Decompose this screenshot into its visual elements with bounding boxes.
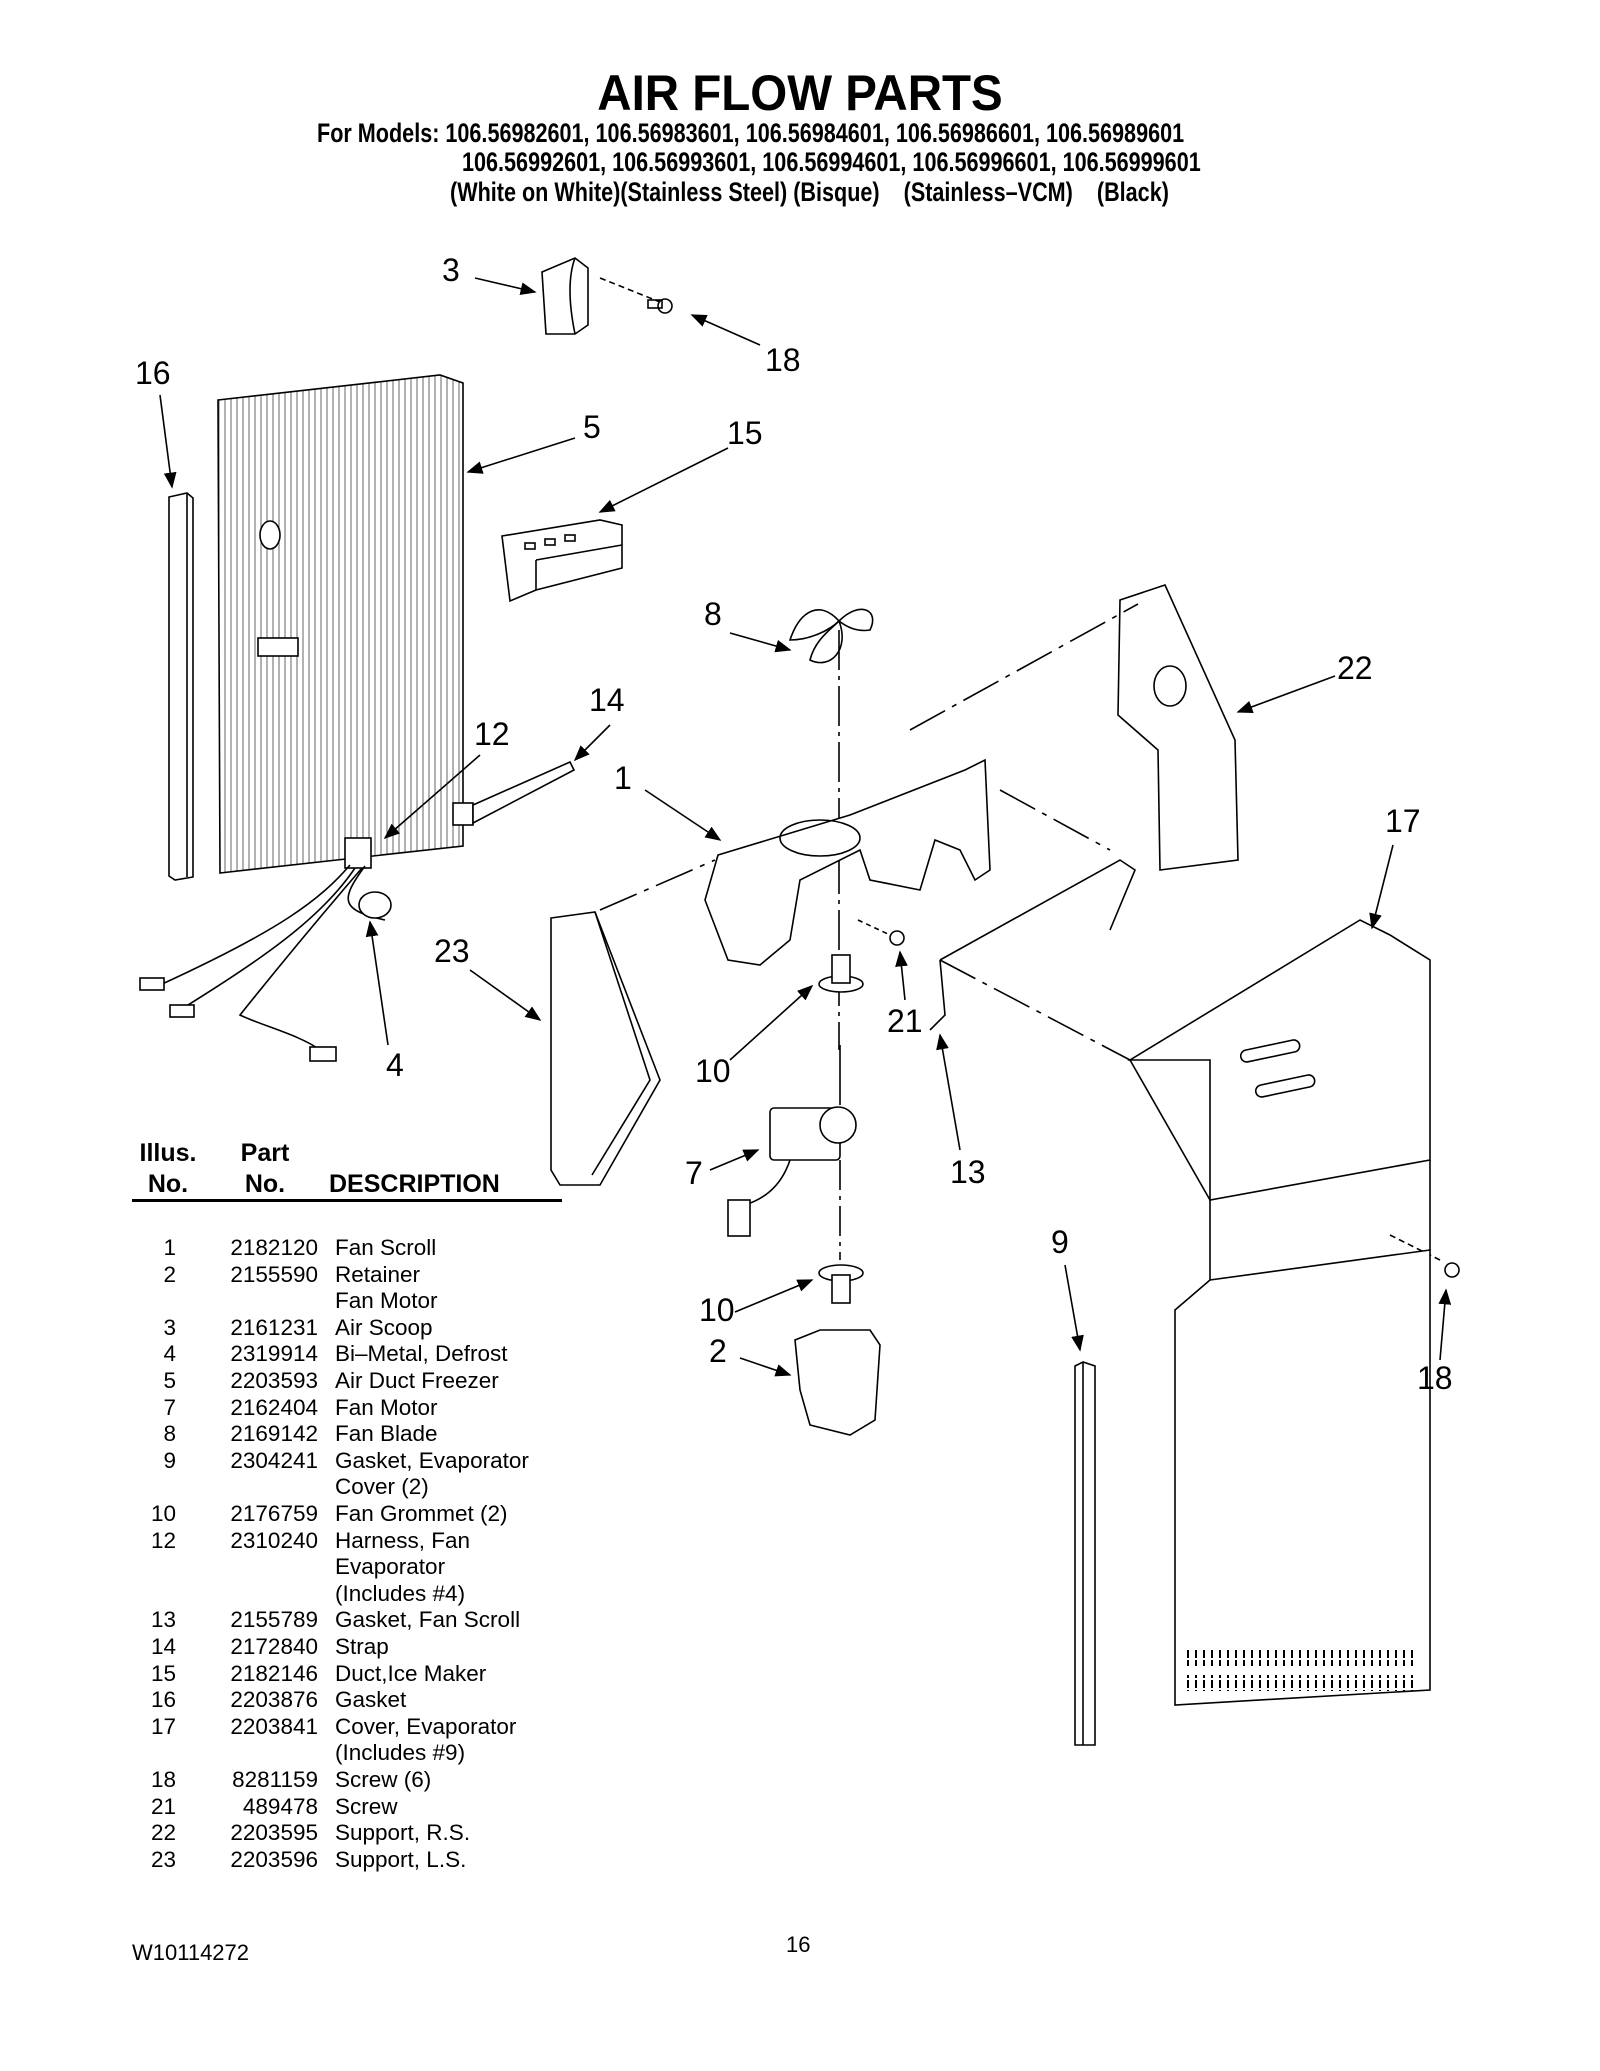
part-no: 2203596 [230, 1846, 318, 1872]
support-rs-part [1118, 585, 1238, 870]
part-no: 2203876 [230, 1687, 318, 1713]
description: Air Scoop [335, 1314, 433, 1340]
illus-no: 16 [150, 1687, 176, 1713]
callout-1: 1 [614, 760, 632, 796]
description: Fan Scroll [335, 1235, 437, 1260]
gasket-fan-scroll-part [930, 860, 1135, 1030]
screw-18-top-part [600, 278, 672, 313]
description: Gasket [335, 1687, 407, 1713]
illus-no: 7 [163, 1394, 176, 1420]
part-no: 2304241 [230, 1447, 318, 1473]
description: Gasket, Fan Scroll [335, 1607, 521, 1633]
part-no: 2203593 [230, 1368, 318, 1393]
support-ls-part [551, 912, 660, 1185]
retainer-fan-motor-part [795, 1330, 880, 1435]
description: Evaporator [335, 1554, 446, 1580]
air-scoop-part [542, 258, 588, 334]
illus-no: 12 [150, 1527, 176, 1553]
illus-no: 8 [163, 1421, 176, 1447]
callout-7: 7 [685, 1155, 703, 1191]
callout-9: 9 [1051, 1224, 1069, 1260]
description: (Includes #9) [335, 1740, 466, 1766]
cover-evaporator-part [1130, 920, 1430, 1705]
description: Harness, Fan [335, 1527, 471, 1553]
illus-no: 10 [150, 1501, 176, 1526]
gasket-16-part [169, 493, 193, 880]
illus-no: 1 [163, 1235, 176, 1260]
part-no: 2203841 [230, 1713, 318, 1739]
callout-16: 16 [135, 355, 171, 391]
part-no: 2169142 [230, 1421, 318, 1447]
illus-no: 18 [150, 1767, 176, 1792]
illus-no: 9 [163, 1447, 176, 1473]
header-part-top: Part [240, 1139, 290, 1167]
fan-scroll-part [705, 760, 990, 965]
description: Air Duct Freezer [335, 1368, 499, 1393]
gasket-evaporator-cover-part [1075, 1362, 1095, 1745]
callout-17: 17 [1385, 803, 1421, 839]
illus-no: 4 [163, 1341, 176, 1367]
part-no: 2182146 [230, 1660, 318, 1686]
callout-13: 13 [950, 1154, 986, 1190]
callout-4: 4 [386, 1047, 404, 1083]
description: Fan Motor [335, 1394, 438, 1420]
strap-part [453, 762, 574, 825]
description: Bi–Metal, Defrost [335, 1341, 508, 1367]
callout-18: 18 [765, 342, 801, 378]
illus-no: 14 [150, 1634, 176, 1659]
callout-5: 5 [583, 409, 601, 445]
description: Support, L.S. [335, 1846, 467, 1872]
description: Fan Grommet (2) [335, 1501, 508, 1526]
part-no: 2310240 [230, 1527, 318, 1553]
callout-14: 14 [589, 682, 625, 718]
part-no: 2161231 [230, 1314, 318, 1340]
header-illus-bottom: No. [147, 1170, 189, 1198]
description: Cover, Evaporator [335, 1713, 517, 1739]
description: Screw [335, 1793, 398, 1819]
callout-15: 15 [727, 415, 763, 451]
part-no: 2172840 [230, 1634, 318, 1659]
callout-10: 10 [695, 1053, 731, 1089]
header-part-bottom: No. [244, 1170, 286, 1198]
description: Strap [335, 1634, 389, 1659]
callout-22: 22 [1337, 650, 1373, 686]
callout-21: 21 [887, 1003, 923, 1039]
illus-no: 22 [150, 1820, 176, 1846]
screw-21-part [858, 920, 904, 945]
air-duct-freezer-part [218, 375, 463, 873]
description: Support, R.S. [335, 1820, 471, 1846]
description: Cover (2) [335, 1474, 429, 1500]
page-title: AIR FLOW PARTS [597, 65, 1003, 121]
fan-grommet-bottom-part [819, 1265, 863, 1303]
illus-no: 13 [150, 1607, 176, 1633]
part-no: 2319914 [230, 1341, 318, 1367]
header-illus-no [133, 1138, 203, 1200]
part-no: 8281159 [232, 1767, 318, 1792]
description: Fan Blade [335, 1421, 438, 1447]
description: Fan Motor [335, 1288, 438, 1314]
doc-number: W10114272 [132, 1940, 250, 1965]
description: Gasket, Evaporator [335, 1447, 529, 1473]
fan-grommet-top-part [819, 955, 863, 992]
description: (Includes #4) [335, 1580, 466, 1606]
illus-no: 17 [150, 1713, 176, 1739]
callout-10b: 10 [699, 1292, 735, 1328]
illus-no: 3 [163, 1314, 176, 1340]
description: Retainer [335, 1261, 421, 1287]
header-description: DESCRIPTION [329, 1170, 500, 1198]
illus-no: 5 [163, 1368, 176, 1393]
description: Duct,Ice Maker [335, 1660, 487, 1686]
callout-12: 12 [474, 716, 510, 752]
page-number: 16 [786, 1932, 811, 1957]
callout-2: 2 [709, 1333, 727, 1369]
part-no: 2162404 [230, 1394, 318, 1420]
part-no: 2155590 [230, 1261, 318, 1287]
description: Screw (6) [335, 1767, 432, 1792]
part-no: 489478 [242, 1793, 318, 1819]
callout-8: 8 [704, 596, 722, 632]
models-line-2: 106.56992601, 106.56993601, 106.56994601, 106.56996601, 106.56999601 [462, 147, 1201, 177]
header-part-no [230, 1138, 300, 1200]
header-illus-top: Illus. [139, 1139, 197, 1167]
duct-ice-maker-part [502, 520, 622, 601]
illus-no: 23 [150, 1846, 176, 1872]
colors-line: (White on White)(Stainless Steel) (Bisque) (Stainless–VCM) (Black) [450, 177, 1169, 207]
header-rule [132, 1199, 562, 1202]
part-no: 2176759 [230, 1501, 318, 1526]
bi-metal-defrost-part [359, 892, 391, 918]
models-line-1: For Models: 106.56982601, 106.56983601, 106.56984601, 106.56986601, 106.56989601 [317, 118, 1185, 148]
callout-18b: 18 [1417, 1360, 1453, 1396]
illus-no: 15 [150, 1660, 176, 1686]
part-no: 2182120 [230, 1235, 318, 1260]
part-no: 2203595 [230, 1820, 318, 1846]
illus-no: 2 [163, 1261, 176, 1287]
illus-no: 21 [150, 1793, 176, 1819]
callout-23: 23 [434, 933, 470, 969]
part-no: 2155789 [230, 1607, 318, 1633]
callout-3: 3 [442, 252, 460, 288]
fan-motor-part [728, 1045, 856, 1260]
